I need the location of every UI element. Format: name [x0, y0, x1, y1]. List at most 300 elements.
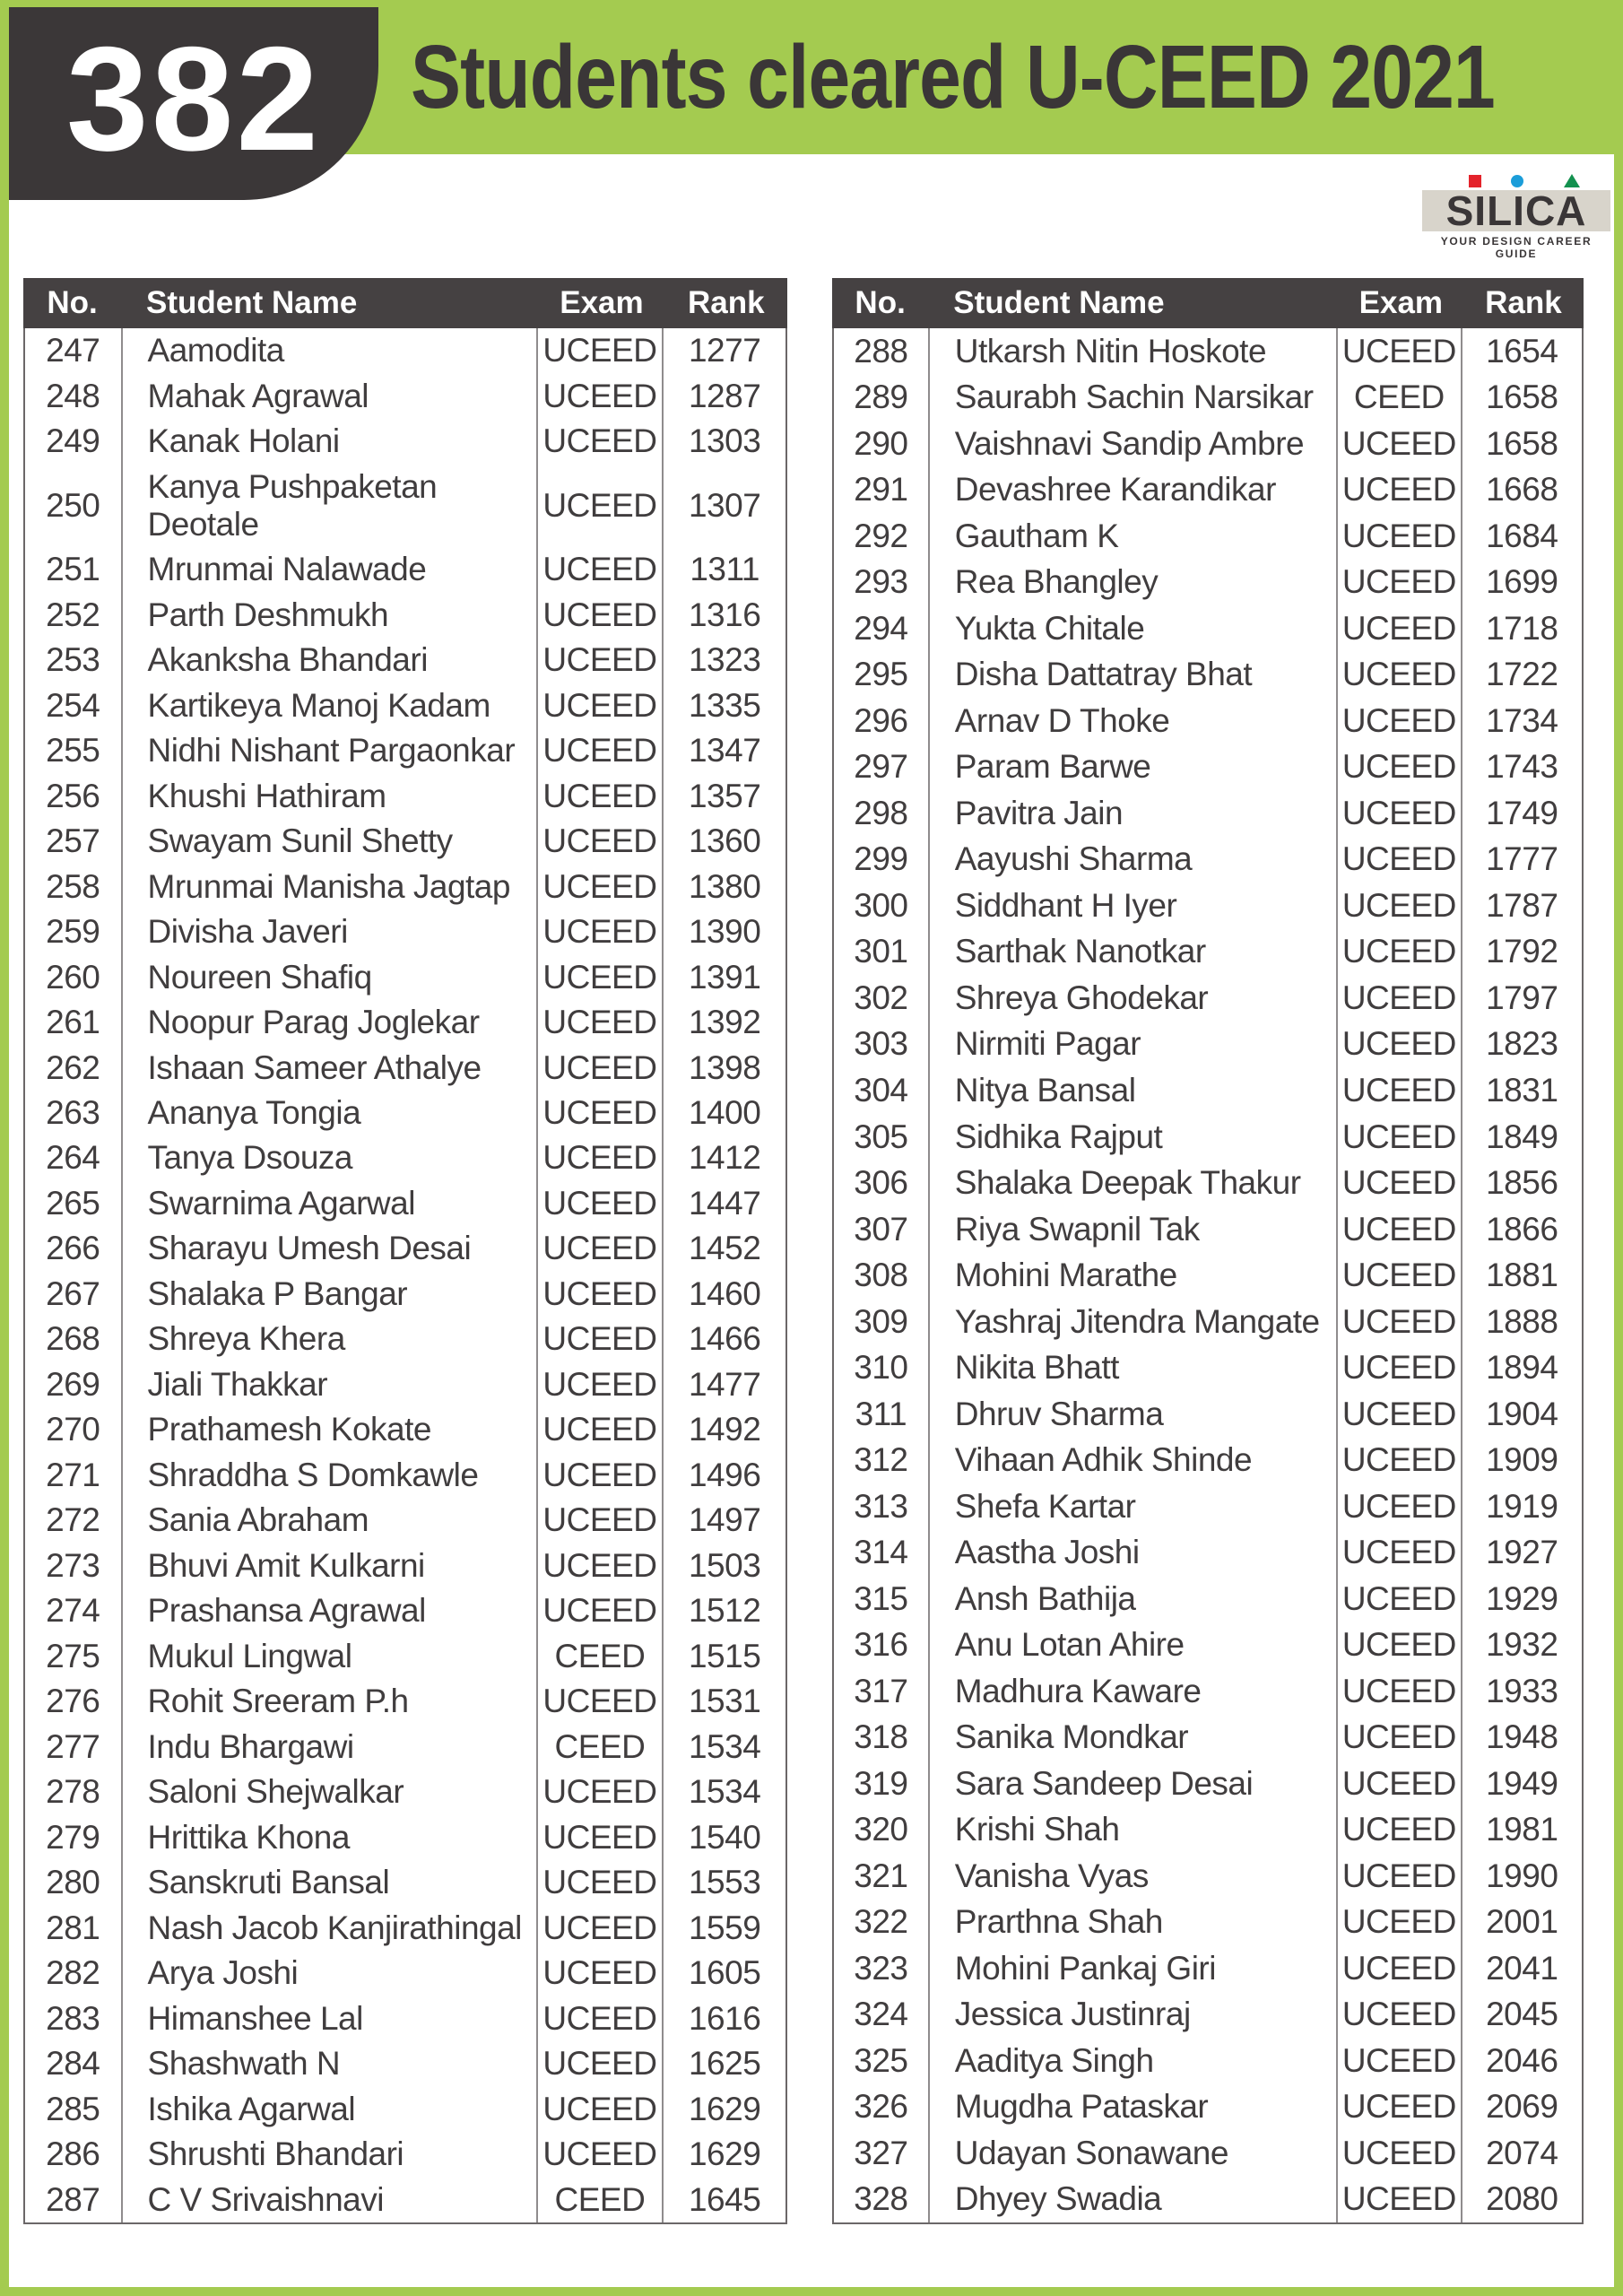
cell-name: Aamodita — [123, 328, 538, 373]
cell-exam: UCEED — [538, 1000, 664, 1045]
cell-no: 304 — [834, 1067, 930, 1114]
cell-rank: 1287 — [688, 377, 761, 414]
table-row — [25, 1317, 785, 1361]
cell-exam: UCEED — [538, 1860, 664, 1905]
cell-rank: 1777 — [1486, 840, 1558, 878]
cell-exam: UCEED — [1338, 1761, 1462, 1807]
table-row — [834, 929, 1582, 976]
cell-rank: 1492 — [688, 1411, 761, 1448]
cell-rank: 1452 — [688, 1230, 761, 1267]
cell-no: 250 — [25, 464, 123, 546]
cell-no: 267 — [25, 1272, 123, 1317]
logo-wordmark: SILICA — [1422, 190, 1610, 231]
table-row — [25, 728, 785, 773]
column-header-student-name: Student Name — [146, 285, 358, 320]
cell-rank: 1360 — [688, 822, 761, 860]
cell-rank: 1948 — [1486, 1718, 1558, 1756]
cell-no: 328 — [834, 2177, 930, 2223]
cell-exam: UCEED — [1338, 328, 1462, 375]
cell-name: Utkarsh Nitin Hoskote — [930, 328, 1338, 375]
cell-exam: UCEED — [1338, 421, 1462, 467]
cell-name: Prarthna Shah — [930, 1900, 1338, 1946]
page-title — [411, 0, 1623, 154]
cell-exam: UCEED — [538, 1181, 664, 1226]
cell-name: Saurabh Sachin Narsikar — [930, 375, 1338, 422]
table-header-row — [23, 278, 787, 328]
table-row — [834, 1668, 1582, 1715]
cell-no: 323 — [834, 1945, 930, 1992]
cell-name: Mrunmai Nalawade — [123, 547, 538, 592]
table-row — [25, 1498, 785, 1543]
table-row — [25, 1725, 785, 1770]
cell-name: Kanya Pushpaketan Deotale — [123, 464, 538, 546]
cell-exam: UCEED — [538, 1679, 664, 1724]
table-row — [834, 1622, 1582, 1668]
table-row — [834, 698, 1582, 744]
cell-name: Ishika Agarwal — [123, 2086, 538, 2131]
cell-name: Disha Dattatray Bhat — [930, 652, 1338, 699]
cell-exam: UCEED — [538, 1362, 664, 1407]
table-row — [834, 1437, 1582, 1483]
cell-exam: UCEED — [538, 1498, 664, 1543]
cell-exam: UCEED — [538, 1905, 664, 1950]
cell-name: Param Barwe — [930, 744, 1338, 791]
cell-exam: CEED — [538, 1634, 664, 1679]
cell-no: 275 — [25, 1634, 123, 1679]
cell-exam: UCEED — [1338, 1945, 1462, 1992]
cell-rank: 1894 — [1486, 1349, 1558, 1387]
logo-marks — [1422, 174, 1610, 188]
cell-exam: UCEED — [538, 2041, 664, 2086]
cell-name: Aastha Joshi — [930, 1529, 1338, 1576]
table-row — [25, 2177, 785, 2222]
cell-rank: 1881 — [1486, 1257, 1558, 1294]
cell-no: 324 — [834, 1992, 930, 2039]
cell-no: 257 — [25, 819, 123, 864]
page-border-left — [0, 0, 9, 2296]
cell-exam: UCEED — [538, 1226, 664, 1271]
cell-exam: UCEED — [1338, 2130, 1462, 2177]
cell-rank: 1919 — [1486, 1487, 1558, 1525]
cell-no: 295 — [834, 652, 930, 699]
cell-rank: 1990 — [1486, 1857, 1558, 1894]
cell-exam: UCEED — [538, 328, 664, 373]
table-row — [834, 744, 1582, 791]
table-row — [834, 1576, 1582, 1622]
table-row — [25, 1679, 785, 1724]
cell-name: Swarnima Agarwal — [123, 1181, 538, 1226]
table-row — [834, 1160, 1582, 1206]
table-row — [25, 909, 785, 954]
table-row — [834, 975, 1582, 1022]
cell-exam: UCEED — [538, 1815, 664, 1860]
cell-name: Mukul Lingwal — [123, 1634, 538, 1679]
cell-rank: 1699 — [1486, 563, 1558, 601]
cell-exam: UCEED — [1338, 1992, 1462, 2039]
page-border-right — [1614, 0, 1623, 2296]
table-body — [23, 328, 787, 2224]
table-row — [834, 375, 1582, 422]
logo-tagline: YOUR DESIGN CAREER GUIDE — [1440, 235, 1593, 260]
cell-rank: 2045 — [1486, 1996, 1558, 2033]
cell-exam: UCEED — [1338, 605, 1462, 652]
cell-exam: UCEED — [1338, 1668, 1462, 1715]
cell-no: 314 — [834, 1529, 930, 1576]
cell-no: 296 — [834, 698, 930, 744]
cell-exam: UCEED — [1338, 2177, 1462, 2223]
table-row — [25, 1181, 785, 1226]
cell-name: Parth Deshmukh — [123, 592, 538, 637]
cell-exam: UCEED — [538, 1135, 664, 1180]
cell-rank: 1391 — [688, 958, 761, 996]
cell-name: Tanya Dsouza — [123, 1135, 538, 1180]
cell-exam: UCEED — [538, 592, 664, 637]
cell-rank: 2074 — [1486, 2134, 1558, 2171]
cell-name: Saloni Shejwalkar — [123, 1770, 538, 1814]
cell-name: Yukta Chitale — [930, 605, 1338, 652]
cell-name: Mahak Agrawal — [123, 373, 538, 418]
cell-rank: 1515 — [688, 1637, 761, 1674]
cell-name: Noopur Parag Joglekar — [123, 1000, 538, 1045]
cell-rank: 1460 — [688, 1274, 761, 1312]
cell-name: Aaditya Singh — [930, 2038, 1338, 2084]
table-row — [834, 1299, 1582, 1345]
cell-exam: UCEED — [538, 1317, 664, 1361]
table-row — [834, 1067, 1582, 1114]
cell-no: 253 — [25, 638, 123, 683]
cell-name: Jessica Justinraj — [930, 1992, 1338, 2039]
table-row — [25, 1362, 785, 1407]
cell-no: 294 — [834, 605, 930, 652]
cell-rank: 1734 — [1486, 701, 1558, 739]
cell-rank: 1357 — [688, 777, 761, 814]
cell-rank: 1559 — [688, 1909, 761, 1946]
cell-name: Mohini Pankaj Giri — [930, 1945, 1338, 1992]
cell-rank: 1743 — [1486, 748, 1558, 786]
table-row — [25, 592, 785, 637]
cell-no: 252 — [25, 592, 123, 637]
cell-no: 251 — [25, 547, 123, 592]
cell-rank: 1512 — [688, 1592, 761, 1630]
cell-no: 289 — [834, 375, 930, 422]
column-header-exam: Exam — [1358, 285, 1444, 320]
cell-exam: UCEED — [1338, 1622, 1462, 1668]
cell-rank: 1534 — [688, 1727, 761, 1765]
cell-exam: UCEED — [1338, 1160, 1462, 1206]
cell-rank: 1909 — [1486, 1441, 1558, 1479]
cell-rank: 1400 — [688, 1093, 761, 1131]
cell-no: 282 — [25, 1951, 123, 1996]
table-row — [25, 1996, 785, 2040]
cell-no: 283 — [25, 1996, 123, 2040]
cell-rank: 1823 — [1486, 1025, 1558, 1063]
cell-exam: UCEED — [538, 2132, 664, 2177]
cell-rank: 1849 — [1486, 1118, 1558, 1155]
cell-rank: 2069 — [1486, 2088, 1558, 2126]
cell-exam: UCEED — [538, 864, 664, 909]
cell-exam: UCEED — [538, 2086, 664, 2131]
cell-no: 313 — [834, 1483, 930, 1530]
cell-no: 287 — [25, 2177, 123, 2222]
cell-no: 293 — [834, 560, 930, 606]
cell-rank: 1981 — [1486, 1811, 1558, 1848]
cell-rank: 1380 — [688, 867, 761, 905]
table-row — [834, 421, 1582, 467]
green-triangle-icon — [1564, 174, 1580, 187]
cell-no: 291 — [834, 467, 930, 514]
cell-name: Gautham K — [930, 513, 1338, 560]
table-row — [834, 1900, 1582, 1946]
table-row — [834, 1391, 1582, 1438]
cell-name: Nash Jacob Kanjirathingal — [123, 1905, 538, 1950]
table-row — [25, 1634, 785, 1679]
table-row — [25, 1770, 785, 1814]
column-header-rank: Rank — [1485, 285, 1562, 320]
cell-no: 272 — [25, 1498, 123, 1543]
cell-no: 326 — [834, 2084, 930, 2131]
cell-exam: UCEED — [1338, 1807, 1462, 1854]
cell-exam: UCEED — [538, 954, 664, 999]
cell-no: 279 — [25, 1815, 123, 1860]
cell-exam: UCEED — [538, 1407, 664, 1452]
cell-no: 264 — [25, 1135, 123, 1180]
cell-name: Anu Lotan Ahire — [930, 1622, 1338, 1668]
cell-exam: UCEED — [538, 819, 664, 864]
cell-name: Rea Bhangley — [930, 560, 1338, 606]
cell-name: Himanshee Lal — [123, 1996, 538, 2040]
table-row — [834, 605, 1582, 652]
cell-no: 263 — [25, 1091, 123, 1135]
table-row — [25, 1226, 785, 1271]
cell-exam: UCEED — [538, 909, 664, 954]
cell-exam: UCEED — [538, 419, 664, 464]
cell-exam: UCEED — [1338, 698, 1462, 744]
cell-no: 298 — [834, 790, 930, 837]
cell-no: 306 — [834, 1160, 930, 1206]
cell-rank: 1503 — [688, 1546, 761, 1584]
cell-exam: UCEED — [1338, 513, 1462, 560]
cell-no: 248 — [25, 373, 123, 418]
cell-exam: UCEED — [1338, 1022, 1462, 1068]
table-row — [25, 1135, 785, 1180]
cell-exam: UCEED — [538, 1544, 664, 1588]
table-row — [834, 2177, 1582, 2223]
cell-exam: UCEED — [538, 1091, 664, 1135]
table-row — [25, 373, 785, 418]
table-row — [834, 1807, 1582, 1854]
cell-rank: 1316 — [688, 596, 761, 633]
cell-name: Bhuvi Amit Kulkarni — [123, 1544, 538, 1588]
table-row — [834, 1252, 1582, 1299]
table-row — [25, 547, 785, 592]
cell-no: 320 — [834, 1807, 930, 1854]
cell-no: 247 — [25, 328, 123, 373]
table-row — [25, 683, 785, 727]
cell-name: Pavitra Jain — [930, 790, 1338, 837]
table-row — [834, 2038, 1582, 2084]
cell-no: 302 — [834, 975, 930, 1022]
cell-name: Kartikeya Manoj Kadam — [123, 683, 538, 727]
table-row — [834, 1761, 1582, 1807]
cell-no: 255 — [25, 728, 123, 773]
cell-rank: 1792 — [1486, 933, 1558, 970]
cell-name: Sania Abraham — [123, 1498, 538, 1543]
cell-rank: 1534 — [688, 1773, 761, 1811]
cell-no: 277 — [25, 1725, 123, 1770]
cell-no: 260 — [25, 954, 123, 999]
cell-rank: 1531 — [688, 1683, 761, 1720]
cell-no: 273 — [25, 1544, 123, 1588]
table-row — [834, 1529, 1582, 1576]
cell-name: Vihaan Adhik Shinde — [930, 1437, 1338, 1483]
cell-rank: 1933 — [1486, 1672, 1558, 1709]
cell-no: 254 — [25, 683, 123, 727]
cell-exam: UCEED — [538, 547, 664, 592]
cell-no: 256 — [25, 773, 123, 818]
column-header-rank: Rank — [688, 285, 765, 320]
table-row — [25, 1045, 785, 1090]
table-row — [25, 954, 785, 999]
cell-exam: UCEED — [1338, 1483, 1462, 1530]
column-header-no: No. — [855, 285, 906, 320]
cell-name: Madhura Kaware — [930, 1668, 1338, 1715]
cell-no: 318 — [834, 1714, 930, 1761]
table-row — [25, 1453, 785, 1498]
table-row — [834, 790, 1582, 837]
table-row — [834, 652, 1582, 699]
cell-name: Kanak Holani — [123, 419, 538, 464]
cell-no: 265 — [25, 1181, 123, 1226]
cell-name: Vaishnavi Sandip Ambre — [930, 421, 1338, 467]
cell-exam: UCEED — [1338, 1529, 1462, 1576]
cell-exam: UCEED — [538, 1272, 664, 1317]
cell-rank: 1398 — [688, 1048, 761, 1086]
cell-no: 310 — [834, 1344, 930, 1391]
cell-rank: 1629 — [688, 2135, 761, 2173]
table-row — [25, 773, 785, 818]
cell-exam: UCEED — [1338, 1114, 1462, 1161]
cell-name: Riya Swapnil Tak — [930, 1206, 1338, 1253]
cell-no: 281 — [25, 1905, 123, 1950]
cell-rank: 1722 — [1486, 656, 1558, 693]
cell-exam: UCEED — [1338, 1299, 1462, 1345]
cell-name: Sharayu Umesh Desai — [123, 1226, 538, 1271]
cell-no: 271 — [25, 1453, 123, 1498]
cell-rank: 1658 — [1486, 378, 1558, 416]
cell-rank: 1654 — [1486, 332, 1558, 370]
page-title-text: Students cleared U-CEED 2021 — [411, 26, 1495, 127]
table-row — [834, 328, 1582, 375]
blue-circle-icon — [1511, 175, 1523, 187]
cell-rank: 2080 — [1486, 2180, 1558, 2218]
cell-rank: 1616 — [688, 1999, 761, 2037]
cell-rank: 1277 — [688, 332, 761, 370]
cell-name: Shreya Ghodekar — [930, 975, 1338, 1022]
cell-exam: UCEED — [1338, 883, 1462, 929]
cell-exam: UCEED — [538, 1045, 664, 1090]
cell-no: 288 — [834, 328, 930, 375]
table-row — [25, 638, 785, 683]
cell-rank: 1323 — [688, 641, 761, 679]
table-row — [25, 819, 785, 864]
cell-no: 312 — [834, 1437, 930, 1483]
cell-name: Akanksha Bhandari — [123, 638, 538, 683]
cell-name: Indu Bhargawi — [123, 1725, 538, 1770]
cell-rank: 1927 — [1486, 1534, 1558, 1571]
cell-rank: 1347 — [688, 732, 761, 770]
table-row — [25, 419, 785, 464]
table-row — [834, 513, 1582, 560]
cell-name: Shraddha S Domkawle — [123, 1453, 538, 1498]
cell-no: 274 — [25, 1588, 123, 1633]
table-row — [834, 1344, 1582, 1391]
cell-no: 286 — [25, 2132, 123, 2177]
table-row — [834, 1992, 1582, 2039]
cell-name: Dhyey Swadia — [930, 2177, 1338, 2223]
cell-rank: 1307 — [688, 486, 761, 524]
cell-exam: UCEED — [1338, 1437, 1462, 1483]
table-row — [25, 2086, 785, 2131]
cell-exam: UCEED — [1338, 2084, 1462, 2131]
table-row — [834, 1945, 1582, 1992]
table-row — [834, 837, 1582, 883]
cell-exam: UCEED — [1338, 652, 1462, 699]
cell-name: Mohini Marathe — [930, 1252, 1338, 1299]
cell-name: Ishaan Sameer Athalye — [123, 1045, 538, 1090]
cell-no: 301 — [834, 929, 930, 976]
cell-no: 290 — [834, 421, 930, 467]
cell-name: Vanisha Vyas — [930, 1853, 1338, 1900]
cell-name: Jiali Thakkar — [123, 1362, 538, 1407]
cell-rank: 1949 — [1486, 1764, 1558, 1802]
column-header-exam: Exam — [560, 285, 644, 320]
cell-name: Shashwath N — [123, 2041, 538, 2086]
cell-no: 269 — [25, 1362, 123, 1407]
cell-rank: 1866 — [1486, 1210, 1558, 1248]
cell-rank: 1477 — [688, 1365, 761, 1403]
cell-rank: 1311 — [690, 551, 759, 588]
table-body — [832, 328, 1584, 2224]
cell-no: 309 — [834, 1299, 930, 1345]
cell-no: 299 — [834, 837, 930, 883]
table-row — [834, 883, 1582, 929]
cell-exam: UCEED — [1338, 1067, 1462, 1114]
table-row — [25, 2041, 785, 2086]
cell-exam: UCEED — [538, 1951, 664, 1996]
cell-exam: UCEED — [538, 1453, 664, 1498]
cell-rank: 1797 — [1486, 978, 1558, 1016]
cell-name: Sidhika Rajput — [930, 1114, 1338, 1161]
cell-no: 292 — [834, 513, 930, 560]
table-row — [25, 864, 785, 909]
cell-rank: 1540 — [688, 1818, 761, 1856]
cell-name: Sara Sandeep Desai — [930, 1761, 1338, 1807]
column-header-student-name: Student Name — [953, 285, 1165, 320]
cell-no: 258 — [25, 864, 123, 909]
table-row — [25, 2132, 785, 2177]
cell-exam: UCEED — [1338, 2038, 1462, 2084]
cell-exam: UCEED — [1338, 1576, 1462, 1622]
cell-rank: 1932 — [1486, 1626, 1558, 1664]
cell-rank: 1412 — [688, 1139, 761, 1177]
cell-name: Noureen Shafiq — [123, 954, 538, 999]
cell-name: Nidhi Nishant Pargaonkar — [123, 728, 538, 773]
cell-exam: UCEED — [1338, 790, 1462, 837]
cell-no: 315 — [834, 1576, 930, 1622]
table-row — [834, 1206, 1582, 1253]
cell-name: Swayam Sunil Shetty — [123, 819, 538, 864]
results-table-right — [832, 278, 1584, 2224]
